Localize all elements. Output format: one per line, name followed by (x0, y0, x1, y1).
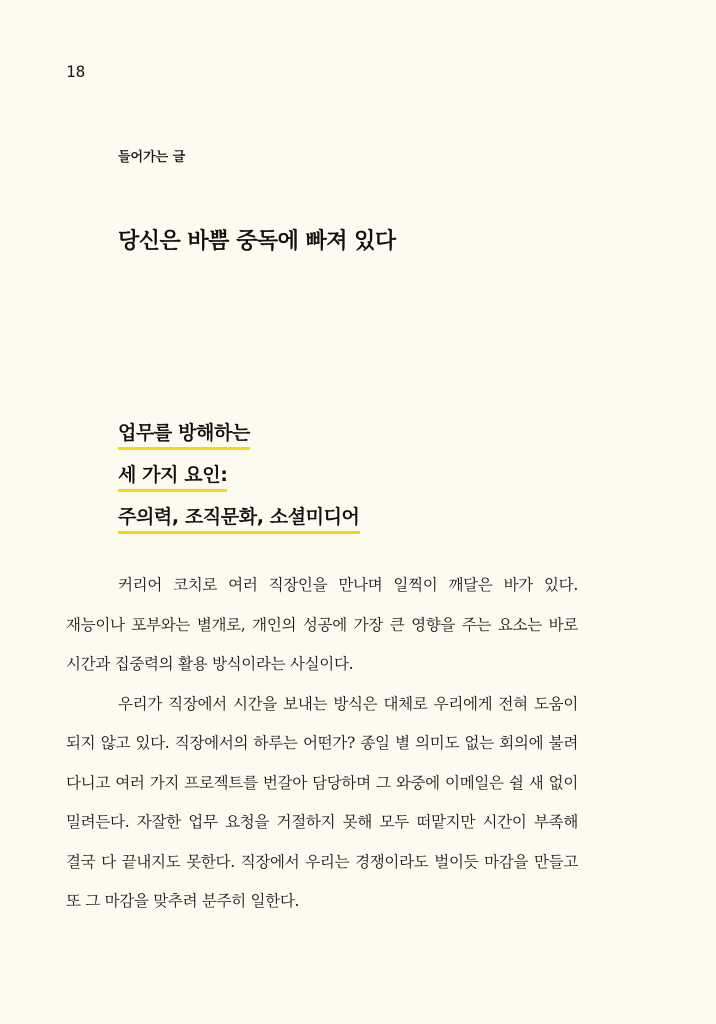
highlighted-text: 업무를 방해하는 (118, 421, 250, 450)
sub-heading (118, 418, 598, 544)
sub-heading-line (118, 418, 598, 460)
body-text (66, 566, 578, 922)
body-paragraph: 커리어 코치로 여러 직장인을 만나며 일찍이 깨달은 바가 있다. 재능이나 포부와는 별개로, 개인의 성공에 가장 큰 영향을 주는 요소는 바로 시간과 집중력의 활용 방식이라는 사실이다. (66, 576, 578, 673)
sub-heading-line (118, 502, 598, 544)
body-paragraph: 우리가 직장에서 시간을 보내는 방식은 대체로 우리에게 전혀 도움이 되지 않고 있다. 직장에서의 하루는 어떤가? 종일 별 의미도 없는 회의에 불려 다니고 여러 가지 프로젝트를 번갈아 담당하며 그 와중에 이메일은 쉴 새 없이 밀려든다. 자잘한 업무 요청을 거절하지 못해 모두 떠맡지만 시간이 부족해 결국 다 끝내지도 못한다. 직장에서 우리는 경쟁이라도 벌이듯 마감을 만들고 또 그 마감을 맞추려 분주히 일한다. (66, 694, 578, 910)
highlighted-text: 세 가지 요인: (118, 463, 227, 492)
section-label: 들어가는 글 (118, 150, 186, 165)
page-number: 18 (66, 62, 86, 81)
sub-heading-line (118, 460, 598, 502)
highlighted-text: 주의력, 조직문화, 소셜미디어 (118, 505, 360, 534)
chapter-title: 당신은 바쁨 중독에 빠져 있다 (118, 229, 396, 254)
